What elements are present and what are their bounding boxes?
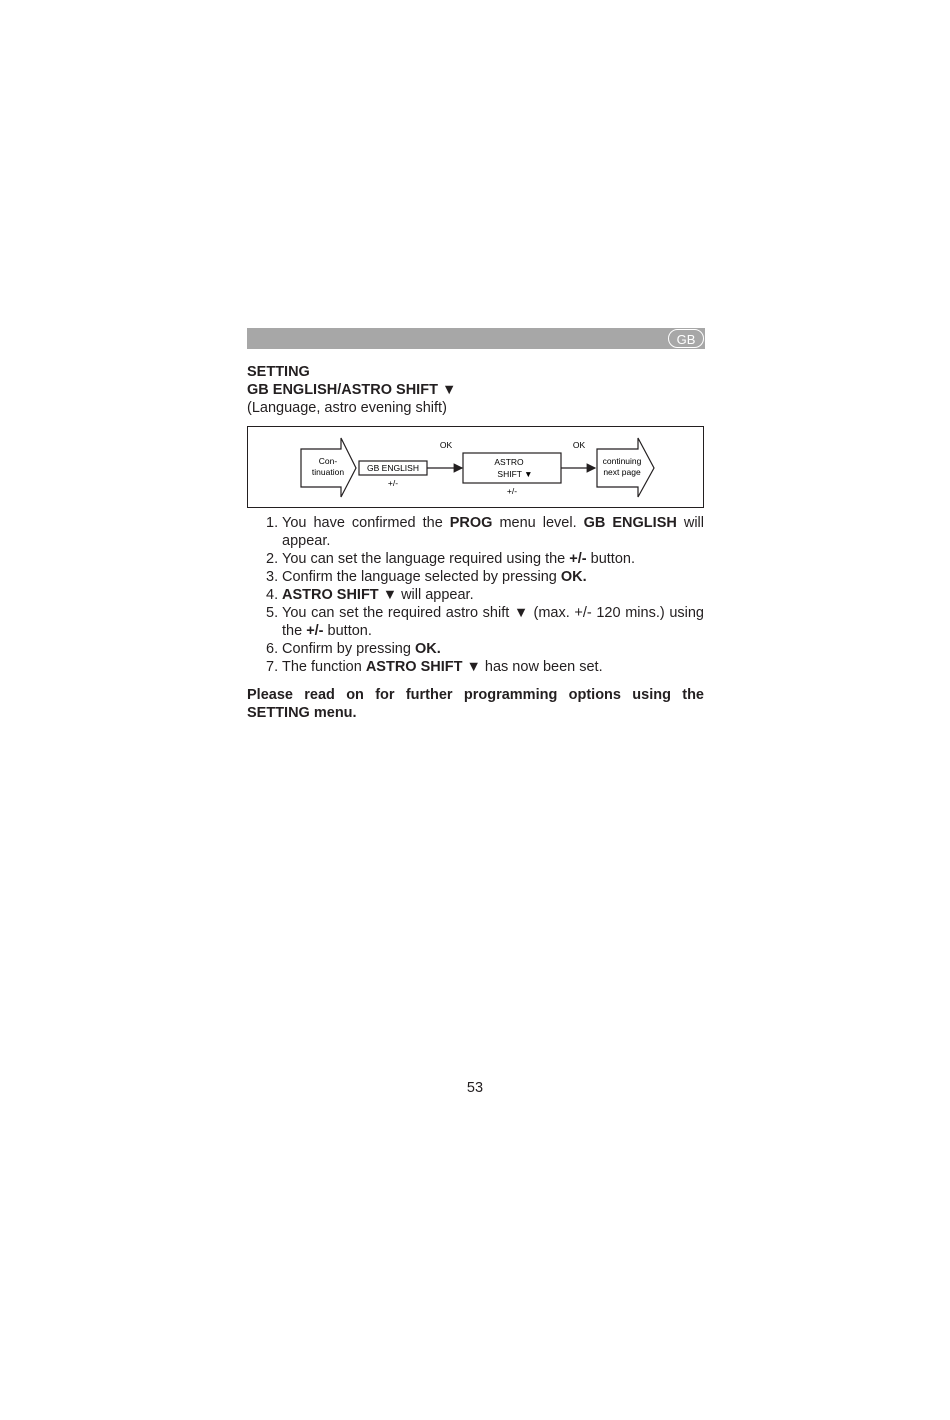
gb-english-plusminus: +/- (387, 478, 399, 488)
gb-english-label: GB ENGLISH (367, 463, 419, 473)
step-text: will appear. (282, 515, 704, 549)
step-text: The function (282, 659, 366, 675)
step-text: has now been set. (480, 659, 603, 675)
astro-shift-label-1: ASTRO (494, 457, 524, 467)
menu-flow-diagram (247, 426, 704, 508)
step-emphasis: PROG (449, 515, 493, 531)
step-emphasis: GB ENGLISH (583, 515, 677, 531)
step-emphasis: ASTRO SHIFT ▼ (282, 587, 398, 603)
step-item (266, 604, 704, 640)
section-header-bar (247, 328, 705, 349)
step-item (266, 514, 704, 550)
step-number: 3. (266, 569, 279, 585)
step-text: You can set the language required using the (282, 551, 570, 567)
step-number: 1. (266, 515, 279, 531)
step-item (266, 568, 704, 586)
step-number: 2. (266, 551, 279, 567)
step-text: menu level. (492, 515, 584, 531)
step-text: button. (586, 551, 635, 567)
continuing-label-1: continuing (602, 456, 642, 466)
continuing-label-2: next page (603, 467, 641, 477)
step-number: 4. (266, 587, 279, 603)
section-subtitle: GB ENGLISH/ASTRO SHIFT ▼ (247, 382, 457, 398)
further-reading-note: Please read on for further programming options using the SETTING menu. (247, 687, 704, 721)
step-number: 7. (266, 659, 279, 675)
section-description: (Language, astro evening shift) (247, 400, 447, 416)
step-number: 5. (266, 605, 279, 621)
step-item (266, 640, 704, 658)
astro-shift-plusminus: +/- (506, 486, 518, 496)
section-title: SETTING (247, 364, 310, 380)
continuation-label-2: tinuation (311, 467, 345, 477)
step-emphasis: +/- (569, 551, 587, 567)
step-text: You have confirmed the (282, 515, 450, 531)
step-item (266, 658, 704, 676)
step-text: You can set the required astro shift ▼ (max. +/- 120 mins.) using the (282, 605, 704, 639)
step-item (266, 550, 704, 568)
step-text: will appear. (397, 587, 474, 603)
instruction-steps (266, 514, 704, 676)
ok-label-2: OK (572, 440, 586, 450)
step-text: Confirm the language selected by pressing (282, 569, 561, 585)
step-emphasis: +/- (306, 623, 324, 639)
continuation-label-1: Con- (318, 456, 338, 466)
step-number: 6. (266, 641, 279, 657)
page-number: 53 (466, 1080, 484, 1096)
language-badge: GB (668, 329, 704, 348)
astro-shift-label-2: SHIFT ▼ (497, 469, 533, 479)
ok-label-1: OK (439, 440, 453, 450)
step-item (266, 586, 704, 604)
step-emphasis: OK. (560, 569, 587, 585)
step-text: Confirm by pressing (282, 641, 415, 657)
step-emphasis: ASTRO SHIFT ▼ (365, 659, 481, 675)
step-text: button. (323, 623, 372, 639)
step-emphasis: OK. (414, 641, 441, 657)
